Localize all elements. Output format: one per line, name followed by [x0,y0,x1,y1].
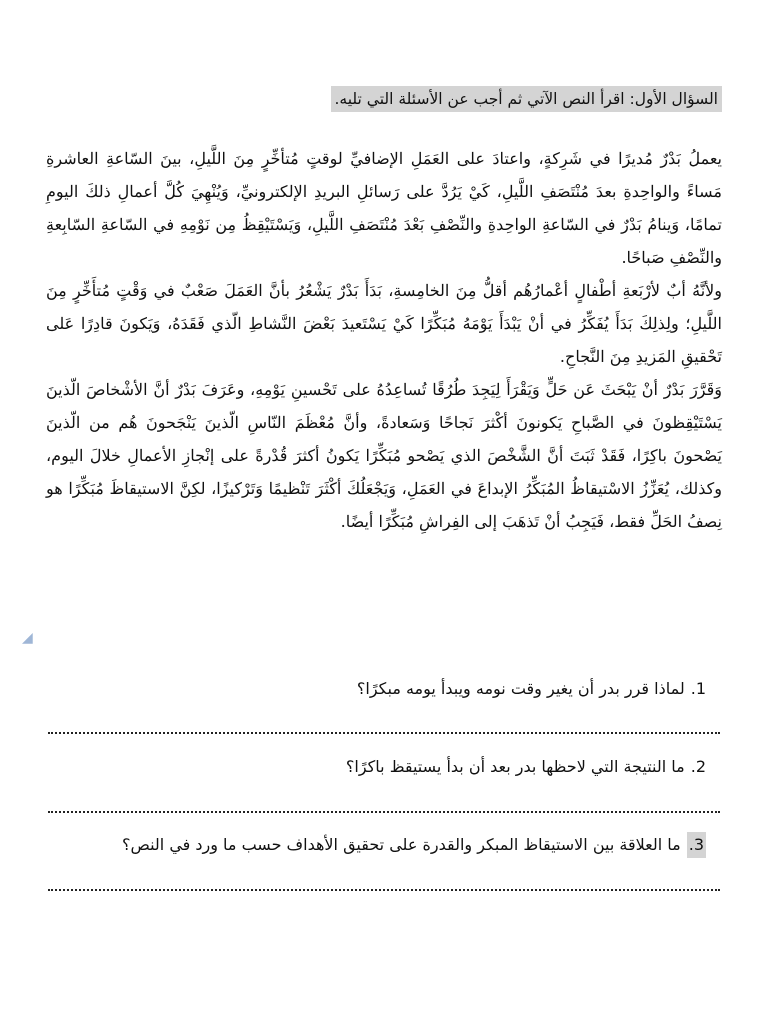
question-number: 2. [690,757,706,776]
passage-paragraph-3: وَقَرَّرَ بَدْرٌ أنْ يَبْحَثَ عَن حَلٍّ وَيَقْرَأَ لِيَجِدَ طُرُقًا تُساعِدُهُ على تَحْسينِ يَوْمِهِ، وعَرَفَ بَدْرٌ أنَّ الأشْخاصَ الّذينَ يَسْتَيْقِظونَ في الصَّباحِ يَكونونَ أكْثرَ نَجاحًا وَسَعادةً، وأنَّ مُعْظَمَ النّاسِ الّذينَ يَنْجَحونَ هُم من الّذينَ يَصْحونَ باكِرًا، فَقَدْ ثَبَتَ أنَّ الشَّخْصَ الذي يَصْحو مُبَكِّرًا يَكونُ أكثرَ قُدْرةً على إنْجازِ الأعمالِ خلالَ اليوم، وكذلك، يُعَزِّزُ الاسْتيقاظُ المُبَكِّرُ الإبداعَ في العَمَلِ، وَيَجْعَلُكَ أكْثَرَ تَنْظيمًا وَتَرْكيزًا، لكِنَّ الاستيقاظَ مُبَكِّرًا هو نِصفُ الحَلِّ فقط، فَيَجِبُ أنْ تَذهَبَ إلى الفِراشِ مُبَكِّرًا أيضًا. [46,380,723,531]
question-text: لماذا قرر بدر أن يغير وقت نومه ويبدأ يومه مبكرًا؟ [356,679,685,698]
reading-passage [46,142,722,538]
question-2 [346,754,706,780]
question-text: ما النتيجة التي لاحظها بدر بعد أن بدأ يستيقظ باكرًا؟ [345,757,685,776]
passage-paragraph-2: ولأنَّهُ أبٌ لأرْبَعةِ أطْفالٍ أعْمارُهُم أقلُّ مِنَ الخامِسةِ، بَدَأَ بَدْرٌ يَشْعُرُ بأنَّ العَمَلَ صَعْبٌ في وَقْتٍ مُتأَخِّرٍ مِنَ اللَّيلِ؛ ولِذلِكَ بَدَأَ يُفَكِّرُ في أنْ يَبْدَأَ يَوْمَهُ مُبَكِّرًا كَيْ يَسْتَعيدَ بَعْضَ النَّشاطِ الّذي فَقَدَهُ، وَيَكونَ قادِرًا عَلى تَحْقيقِ المَزيدِ مِنَ النَّجاحِ. [46,281,723,366]
answer-line-1[interactable] [48,732,720,734]
paragraph-anchor-icon: ◢ [22,630,33,646]
question-3 [122,832,706,858]
answer-line-3[interactable] [48,889,720,891]
question-heading: السؤال الأول: اقرأ النص الآتي ثم أجب عن الأسئلة التي تليه. [331,86,723,112]
passage-paragraph-1: يعملُ بَدْرٌ مُديرًا في شَرِكةٍ، واعتادَ على العَمَلِ الإضافيِّ لوقتٍ مُتأخِّرٍ مِنَ اللَّيلِ، بينَ السّاعةِ العاشرةِ مَساءً والواحِدةِ بعدَ مُنْتَصَفِ اللَّيلِ، كَيْ يَرُدَّ على رَسائلِ البريدِ الإلكترونيِّ، وَيُنْهِيَ كُلَّ أعمالِ ذلكَ اليومِ تمامًا، وَينامُ بَدْرٌ في السّاعةِ الواحِدةِ والنِّصْفِ بَعْدَ مُنْتَصَفِ اللَّيلِ، وَيَسْتَيْقِظُ مِن نَوْمِهِ في السّاعةِ السّابِعةِ والنِّصْفِ صَباحًا. [46,149,722,267]
answer-line-2[interactable] [48,811,720,813]
question-1 [357,676,706,702]
question-number: 1. [690,679,706,698]
question-text: ما العلاقة بين الاستيقاظ المبكر والقدرة على تحقيق الأهداف حسب ما ورد في النص؟ [121,835,681,854]
question-number: 3. [687,832,706,858]
